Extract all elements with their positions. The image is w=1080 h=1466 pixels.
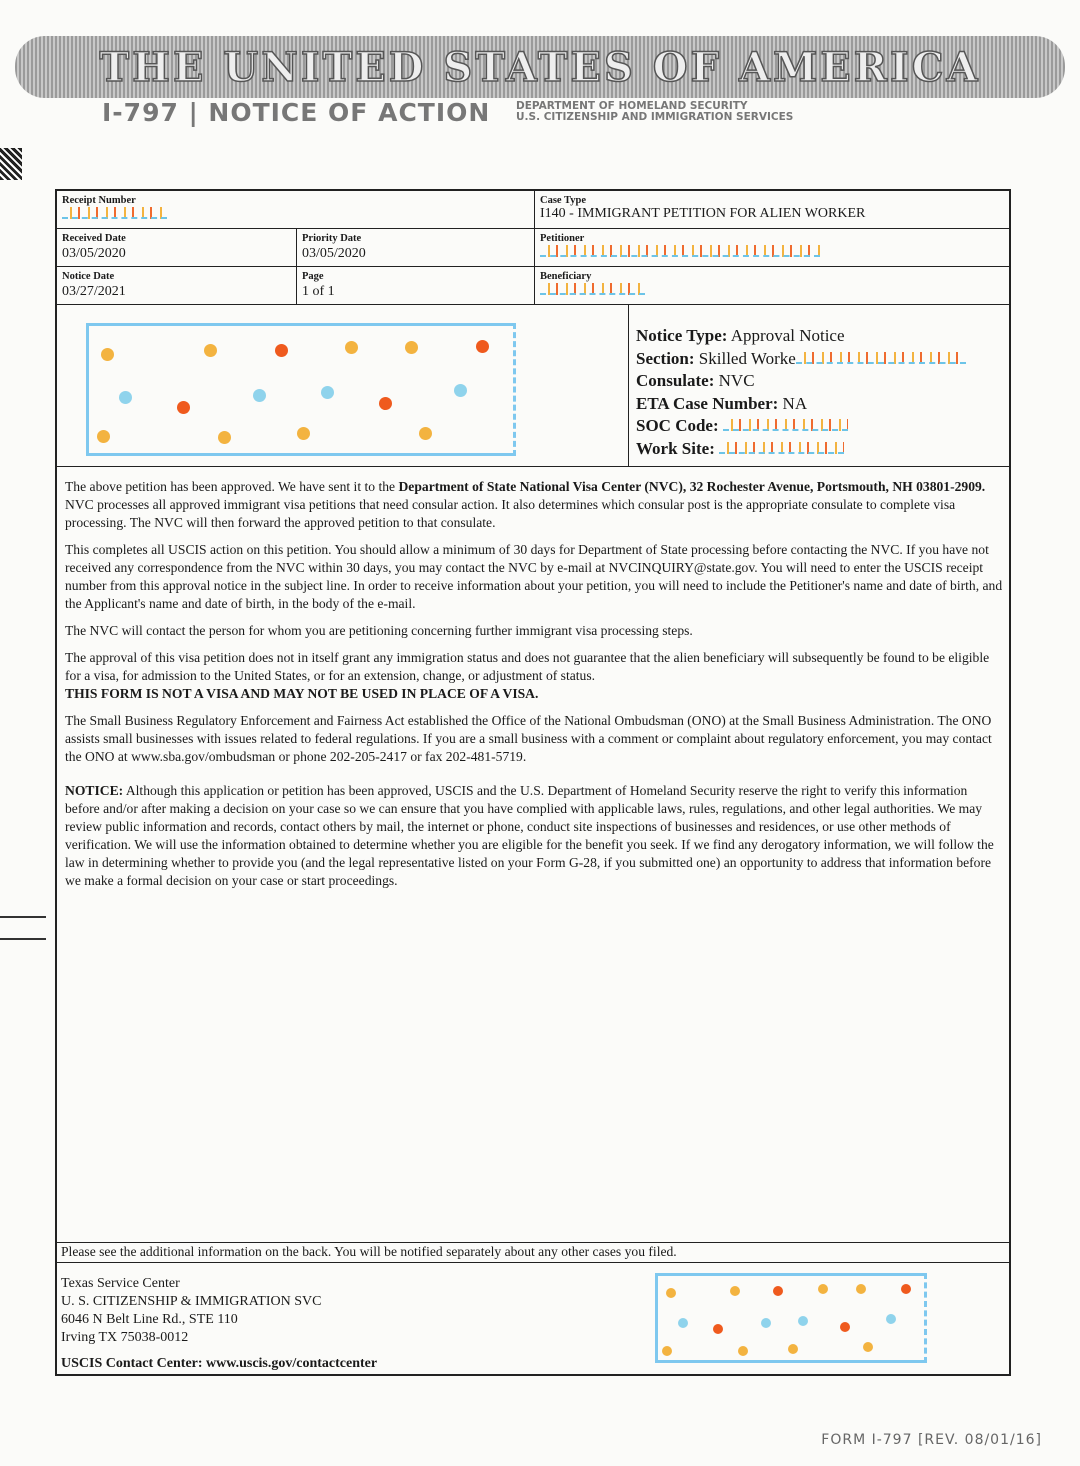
address-line-3: 6046 N Belt Line Rd., STE 110 <box>61 1312 238 1327</box>
address-line-4: Irving TX 75038-0012 <box>61 1330 189 1345</box>
address-line-2: U. S. CITIZENSHIP & IMMIGRATION SVC <box>61 1294 322 1309</box>
redacted-recipient-image <box>655 1273 927 1363</box>
case-type-value: I140 - IMMIGRANT PETITION FOR ALIEN WORKER <box>540 206 866 221</box>
page-label: Page <box>302 271 324 282</box>
consulate-value: NVC <box>718 371 755 390</box>
service-center-address <box>61 1275 377 1373</box>
paragraph-uscis-action: This completes all USCIS action on this petition. You should allow a minimum of 30 days for Department of State processing before contacting the NVC. If you have not received any correspondence from the NVC within 30 days, you may contact the NVC by e-mail at NVCINQUIRY@state.gov. You will need to enter the USCIS receipt number from this approval notice in the subject line. In order to receive information about your petition, you will need to include the Petitioner's name and date of birth, and the Applicant's name and date of birth, in the body of the e-mail. <box>65 542 1003 611</box>
receipt-number-label: Receipt Number <box>62 195 136 206</box>
beneficiary-label: Beneficiary <box>540 271 592 282</box>
section-label: Section: <box>636 348 695 368</box>
petitioner-label: Petitioner <box>540 233 585 244</box>
paragraph-ombudsman: The Small Business Regulatory Enforcement and Fairness Act established the Office of the National Ombudsman (ONO) at the Small Business Administration. The ONO assists small businesses with issues related to federal regulations. If you are a small business with a comment or complaint about regulatory enforcement, you may contact the ONO at www.sba.gov/ombudsman or phone 202-205-2417 or fax 202-481-5719. <box>65 713 992 764</box>
department-name <box>516 101 793 123</box>
priority-date-cell <box>297 229 535 267</box>
redacted-section <box>796 352 966 364</box>
contact-center: USCIS Contact Center: www.uscis.gov/contactcenter <box>61 1356 378 1371</box>
case-type-label: Case Type <box>540 195 586 206</box>
banner-text: THE UNITED STATES OF AMERICA <box>99 43 981 91</box>
soc-label: SOC Code: <box>636 416 719 435</box>
beneficiary-cell <box>535 267 1009 305</box>
received-date-label: Received Date <box>62 233 126 244</box>
petitioner-cell <box>535 229 1009 267</box>
consulate-row <box>636 370 966 393</box>
received-date-cell <box>57 229 297 267</box>
notice-type-value: Approval Notice <box>730 326 845 345</box>
notice-date-cell <box>57 267 297 305</box>
not-a-visa-warning: THIS FORM IS NOT A VISA AND MAY NOT BE USED IN PLACE OF A VISA. <box>65 686 539 701</box>
eta-value: NA <box>782 393 808 413</box>
priority-date-label: Priority Date <box>302 233 362 244</box>
redacted-receipt-number <box>62 207 167 219</box>
work-site-label: Work Site: <box>636 438 715 458</box>
back-note: Please see the additional information on the back. You will be notified separately about any other cases you filed. <box>61 1244 677 1259</box>
priority-date-value: 03/05/2020 <box>302 246 366 261</box>
scan-mark <box>0 916 46 918</box>
redacted-beneficiary <box>540 283 645 295</box>
scan-mark <box>0 938 46 940</box>
received-date-value: 03/05/2020 <box>62 246 126 261</box>
form-revision: FORM I-797 [REV. 08/01/16] <box>821 1432 1042 1448</box>
p1-text: The above petition has been approved. We have sent it to the <box>65 479 399 494</box>
notice-body <box>65 478 1005 899</box>
notice-label: NOTICE: <box>65 783 124 798</box>
section-value: Skilled Worke <box>698 348 796 368</box>
paragraph-status <box>65 649 1005 703</box>
soc-row <box>636 415 966 438</box>
redacted-work-site <box>719 442 844 454</box>
consulate-label: Consulate: <box>636 371 715 390</box>
divider <box>55 1262 1011 1263</box>
notice-info <box>636 325 966 460</box>
eta-row <box>636 393 966 416</box>
form-title: I-797 | NOTICE OF ACTION <box>102 98 491 127</box>
nvc-address: Department of State National Visa Center (NVC), 32 Rochester Avenue, Portsmouth, NH 03801-2909. <box>398 479 986 494</box>
section-row <box>636 348 966 371</box>
paragraph-nvc-contact: The NVC will contact the person for whom you are petitioning concerning further immigrant visa processing steps. <box>65 623 693 638</box>
barcode-icon <box>0 148 22 180</box>
redacted-address-image <box>86 323 516 456</box>
dept-line-2: U.S. CITIZENSHIP AND IMMIGRATION SERVICES <box>516 111 794 123</box>
work-site-row <box>636 438 966 461</box>
page-cell <box>297 267 535 305</box>
notice-type-row <box>636 325 966 348</box>
p4-text: The approval of this visa petition does not in itself grant any immigration status and does not guarantee that the alien beneficiary will subsequently be found to be eligible for a visa, for admission to the United States, or for an extension, change, or adjustment of status. <box>65 650 990 683</box>
paragraph-notice <box>65 782 1005 890</box>
page-value: 1 of 1 <box>302 284 335 299</box>
p1-text-cont: NVC processes all approved immigrant visa petitions that need consular action. It also determines which consular post is the appropriate consulate to complete visa processing. The NVC will then forward the approved petition to that consulate. <box>65 497 956 530</box>
redacted-soc <box>723 419 848 431</box>
notice-date-value: 03/27/2021 <box>62 284 126 299</box>
notice-date-label: Notice Date <box>62 271 115 282</box>
divider <box>55 1242 1011 1243</box>
address-line-1: Texas Service Center <box>61 1276 180 1291</box>
receipt-number-cell <box>57 191 535 229</box>
notice-type-label: Notice Type: <box>636 326 728 345</box>
case-type-cell <box>535 191 1009 229</box>
dept-line-1: DEPARTMENT OF HOMELAND SECURITY <box>516 100 748 112</box>
eta-label: ETA Case Number: <box>636 393 779 413</box>
notice-text: Although this application or petition has been approved, USCIS and the U.S. Department of Homeland Security reserve the right to verify this information before and/or after making a decision on your case so we can ensure that you have complied with applicable laws, rules, regulations, and other legal authorities. We may review public information and records, contact others by mail, the internet or phone, conduct site inspections of businesses and residences, or use other methods of verification. We will use the information obtained to determine whether you are eligible for the benefit you seek. If we find any derogatory information, we will follow the law in determining whether to provide you (and the legal representative listed on your Form G-28, if you submitted one) an opportunity to address that information before we make a formal decision on your case or start proceedings. <box>65 783 994 888</box>
paragraph-approval <box>65 478 1005 532</box>
header-banner <box>15 36 1065 98</box>
redacted-petitioner <box>540 245 820 257</box>
